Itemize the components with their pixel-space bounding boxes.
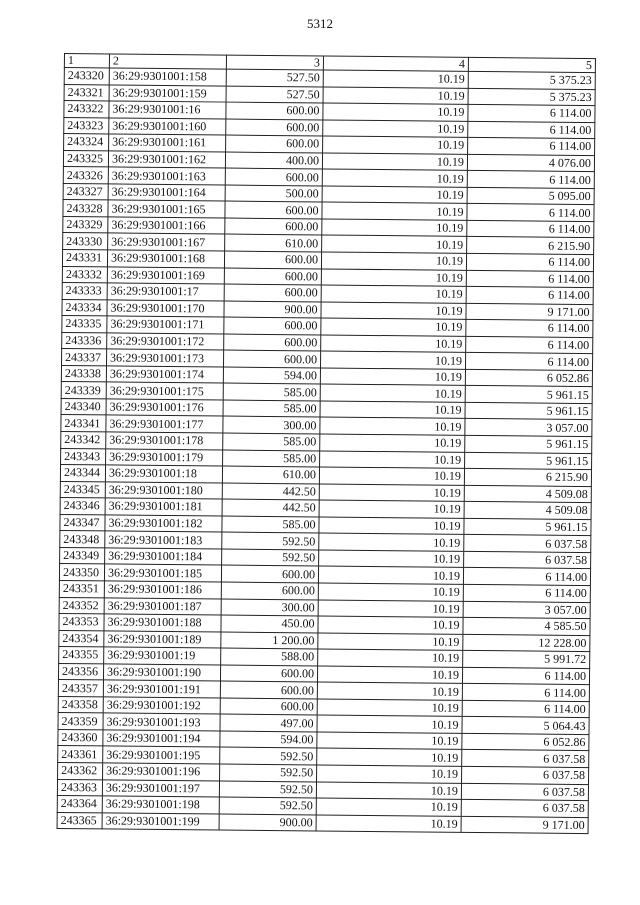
rate-cell: 10.19: [317, 732, 462, 750]
rate-cell: 10.19: [319, 500, 464, 518]
area-cell: 600.00: [224, 334, 321, 351]
cadastral-number-cell: 36:29:9301001:194: [103, 730, 220, 748]
area-cell: 585.00: [222, 516, 319, 533]
cadastral-number-cell: 36:29:9301001:158: [109, 68, 226, 86]
value-cell: 6 114.00: [466, 270, 593, 288]
cadastral-number-cell: 36:29:9301001:172: [107, 333, 224, 351]
cadastral-number-cell: 36:29:9301001:166: [108, 217, 225, 235]
value-cell: 6 037.58: [461, 799, 588, 817]
cadastral-number-cell: 36:29:9301001:179: [106, 448, 223, 466]
rate-cell: 10.19: [323, 87, 468, 105]
value-cell: 6 114.00: [462, 700, 589, 718]
row-number-cell: 243361: [58, 746, 103, 763]
row-number-cell: 243345: [60, 481, 105, 498]
cadastral-number-cell: 36:29:9301001:188: [104, 614, 221, 632]
area-cell: 585.00: [223, 383, 320, 400]
cadastral-number-cell: 36:29:9301001:183: [105, 531, 222, 549]
row-number-cell: 243324: [64, 134, 109, 151]
row-number-cell: 243327: [63, 183, 108, 200]
area-cell: 594.00: [223, 367, 320, 384]
row-number-cell: 243323: [64, 117, 109, 134]
value-cell: 6 114.00: [463, 568, 590, 586]
column-header-1: 1: [64, 54, 109, 68]
page-number: 5312: [307, 16, 333, 31]
cadastral-number-cell: 36:29:9301001:163: [108, 167, 225, 185]
area-cell: 527.50: [226, 69, 323, 86]
rate-cell: 10.19: [321, 285, 466, 303]
cadastral-number-cell: 36:29:9301001:178: [106, 432, 223, 450]
value-cell: 3 057.00: [463, 601, 590, 619]
row-number-cell: 243350: [59, 564, 104, 581]
rate-cell: 10.19: [319, 484, 464, 502]
rate-cell: 10.19: [317, 682, 462, 700]
value-cell: 12 228.00: [463, 634, 590, 652]
value-cell: 5 961.15: [464, 518, 591, 536]
value-cell: 5 375.23: [468, 71, 595, 89]
cadastral-number-cell: 36:29:9301001:160: [109, 118, 226, 136]
row-number-cell: 243330: [63, 233, 108, 250]
rate-cell: 10.19: [317, 699, 462, 717]
value-cell: 6 114.00: [463, 584, 590, 602]
value-cell: 6 114.00: [468, 138, 595, 156]
rate-cell: 10.19: [323, 120, 468, 138]
column-header-5: 5: [468, 57, 595, 72]
rate-cell: 10.19: [318, 583, 463, 601]
row-number-cell: 243320: [64, 68, 109, 85]
rate-cell: 10.19: [323, 103, 468, 121]
rate-cell: 10.19: [322, 186, 467, 204]
rate-cell: 10.19: [322, 235, 467, 253]
rate-cell: 10.19: [319, 550, 464, 568]
value-cell: 6 114.00: [466, 286, 593, 304]
cadastral-number-cell: 36:29:9301001:190: [103, 664, 220, 682]
value-cell: 5 961.15: [465, 402, 592, 420]
area-cell: 600.00: [224, 251, 321, 268]
rate-cell: 10.19: [317, 765, 462, 783]
value-cell: 6 037.58: [462, 750, 589, 768]
row-number-cell: 243354: [59, 630, 104, 647]
value-cell: 5 375.23: [468, 88, 595, 106]
area-cell: 592.50: [219, 797, 316, 814]
area-cell: 900.00: [219, 814, 316, 831]
cadastral-number-cell: 36:29:9301001:199: [102, 813, 219, 831]
cadastral-number-cell: 36:29:9301001:198: [102, 796, 219, 814]
row-number-cell: 243341: [61, 415, 106, 432]
cadastral-number-cell: 36:29:9301001:174: [106, 366, 223, 384]
cadastral-number-cell: 36:29:9301001:196: [103, 763, 220, 781]
area-cell: 600.00: [220, 681, 317, 698]
area-cell: 600.00: [220, 665, 317, 682]
cadastral-number-cell: 36:29:9301001:176: [106, 399, 223, 417]
row-number-cell: 243358: [58, 696, 103, 713]
value-cell: 5 961.15: [465, 386, 592, 404]
value-cell: 6 215.90: [467, 237, 594, 255]
rate-cell: 10.19: [322, 202, 467, 220]
area-cell: 300.00: [223, 417, 320, 434]
rate-cell: 10.19: [320, 351, 465, 369]
rate-cell: 10.19: [317, 748, 462, 766]
value-cell: 6 114.00: [466, 253, 593, 271]
row-number-cell: 243342: [61, 432, 106, 449]
cadastral-number-cell: 36:29:9301001:19: [104, 647, 221, 665]
value-cell: 5 991.72: [463, 650, 590, 668]
cadastral-number-cell: 36:29:9301001:161: [109, 134, 226, 152]
rate-cell: 10.19: [318, 633, 463, 651]
row-number-cell: 243333: [62, 283, 107, 300]
area-cell: 610.00: [225, 235, 322, 252]
row-number-cell: 243360: [58, 729, 103, 746]
value-cell: 3 057.00: [465, 419, 592, 437]
rate-cell: 10.19: [320, 384, 465, 402]
value-cell: 5 095.00: [467, 187, 594, 205]
area-cell: 450.00: [221, 615, 318, 632]
area-cell: 600.00: [221, 565, 318, 582]
cadastral-number-cell: 36:29:9301001:191: [103, 680, 220, 698]
value-cell: 6 114.00: [467, 204, 594, 222]
row-number-cell: 243359: [58, 713, 103, 730]
area-cell: 900.00: [224, 301, 321, 318]
cadastral-number-cell: 36:29:9301001:181: [105, 498, 222, 516]
area-cell: 497.00: [220, 714, 317, 731]
value-cell: 6 114.00: [468, 104, 595, 122]
row-number-cell: 243362: [58, 762, 103, 779]
area-cell: 400.00: [225, 152, 322, 169]
area-cell: 592.50: [222, 532, 319, 549]
cadastral-number-cell: 36:29:9301001:165: [108, 200, 225, 218]
area-cell: 585.00: [223, 433, 320, 450]
value-cell: 6 052.86: [465, 369, 592, 387]
value-cell: 6 114.00: [466, 336, 593, 354]
row-number-cell: 243356: [58, 663, 103, 680]
rate-cell: 10.19: [321, 252, 466, 270]
row-number-cell: 243321: [64, 84, 109, 101]
row-number-cell: 243338: [61, 365, 106, 382]
area-cell: 588.00: [221, 648, 318, 665]
cadastral-number-cell: 36:29:9301001:184: [105, 548, 222, 566]
rate-cell: 10.19: [322, 219, 467, 237]
rate-cell: 10.19: [320, 401, 465, 419]
cadastral-number-cell: 36:29:9301001:173: [106, 349, 223, 367]
value-cell: 6 114.00: [462, 684, 589, 702]
table-body: [57, 68, 595, 834]
area-cell: 1 200.00: [221, 632, 318, 649]
area-cell: 600.00: [224, 268, 321, 285]
cadastral-number-cell: 36:29:9301001:180: [105, 482, 222, 500]
rate-cell: 10.19: [318, 649, 463, 667]
cadastral-number-cell: 36:29:9301001:192: [103, 697, 220, 715]
cadastral-number-cell: 36:29:9301001:169: [107, 266, 224, 284]
area-cell: 600.00: [225, 201, 322, 218]
cadastral-number-cell: 36:29:9301001:175: [106, 382, 223, 400]
rate-cell: 10.19: [318, 566, 463, 584]
row-number-cell: 243348: [60, 531, 105, 548]
row-number-cell: 243347: [60, 514, 105, 531]
rate-cell: 10.19: [317, 715, 462, 733]
value-cell: 6 037.58: [464, 535, 591, 553]
area-cell: 600.00: [226, 119, 323, 136]
area-cell: 600.00: [225, 168, 322, 185]
area-cell: 592.50: [220, 747, 317, 764]
area-cell: 600.00: [225, 218, 322, 235]
row-number-cell: 243352: [59, 597, 104, 614]
cadastral-number-cell: 36:29:9301001:197: [102, 779, 219, 797]
row-number-cell: 243355: [59, 647, 104, 664]
cadastral-number-cell: 36:29:9301001:17: [107, 283, 224, 301]
value-cell: 5 961.15: [465, 435, 592, 453]
land-value-table: [57, 53, 596, 834]
value-cell: 6 114.00: [462, 667, 589, 685]
area-cell: 600.00: [221, 582, 318, 599]
area-cell: 600.00: [224, 317, 321, 334]
row-number-cell: 243364: [57, 796, 102, 813]
column-header-3: 3: [226, 55, 323, 70]
value-cell: 4 509.08: [464, 485, 591, 503]
area-cell: 585.00: [223, 400, 320, 417]
area-cell: 442.50: [222, 499, 319, 516]
rate-cell: 10.19: [322, 169, 467, 187]
area-cell: 600.00: [226, 102, 323, 119]
rate-cell: 10.19: [320, 368, 465, 386]
area-cell: 610.00: [222, 466, 319, 483]
cadastral-number-cell: 36:29:9301001:162: [108, 151, 225, 169]
row-number-cell: 243336: [62, 332, 107, 349]
row-number-cell: 243353: [59, 614, 104, 631]
row-number-cell: 243344: [60, 465, 105, 482]
value-cell: 6 114.00: [467, 220, 594, 238]
row-number-cell: 243326: [63, 167, 108, 184]
value-cell: 6 052.86: [462, 733, 589, 751]
area-cell: 442.50: [222, 483, 319, 500]
rate-cell: 10.19: [319, 467, 464, 485]
value-cell: 6 114.00: [467, 171, 594, 189]
rate-cell: 10.19: [316, 798, 461, 816]
rate-cell: 10.19: [316, 815, 461, 833]
cadastral-number-cell: 36:29:9301001:182: [105, 515, 222, 533]
cadastral-number-cell: 36:29:9301001:18: [105, 465, 222, 483]
value-cell: 9 171.00: [466, 303, 593, 321]
rate-cell: 10.19: [321, 302, 466, 320]
row-number-cell: 243331: [62, 250, 107, 267]
rate-cell: 10.19: [321, 318, 466, 336]
row-number-cell: 243363: [57, 779, 102, 796]
area-cell: 594.00: [220, 731, 317, 748]
value-cell: 6 114.00: [465, 353, 592, 371]
row-number-cell: 243349: [60, 547, 105, 564]
value-cell: 6 114.00: [466, 320, 593, 338]
row-number-cell: 243346: [60, 498, 105, 515]
cadastral-number-cell: 36:29:9301001:187: [104, 597, 221, 615]
row-number-cell: 243339: [61, 382, 106, 399]
cadastral-number-cell: 36:29:9301001:195: [103, 746, 220, 764]
area-cell: 600.00: [226, 135, 323, 152]
cadastral-number-cell: 36:29:9301001:177: [106, 415, 223, 433]
value-cell: 4 585.50: [463, 617, 590, 635]
row-number-cell: 243329: [63, 216, 108, 233]
cadastral-number-cell: 36:29:9301001:171: [107, 316, 224, 334]
row-number-cell: 243365: [57, 812, 102, 829]
area-cell: 600.00: [223, 350, 320, 367]
row-number-cell: 243357: [58, 680, 103, 697]
value-cell: 6 037.58: [462, 766, 589, 784]
cadastral-number-cell: 36:29:9301001:170: [107, 300, 224, 318]
row-number-cell: 243332: [62, 266, 107, 283]
row-number-cell: 243340: [61, 398, 106, 415]
value-cell: 6 215.90: [464, 468, 591, 486]
cadastral-number-cell: 36:29:9301001:186: [104, 581, 221, 599]
value-cell: 5 961.15: [465, 452, 592, 470]
row-number-cell: 243337: [62, 349, 107, 366]
row-number-cell: 243335: [62, 316, 107, 333]
column-header-4: 4: [323, 56, 468, 71]
rate-cell: 10.19: [321, 335, 466, 353]
area-cell: 300.00: [221, 599, 318, 616]
rate-cell: 10.19: [318, 599, 463, 617]
cadastral-number-cell: 36:29:9301001:189: [104, 631, 221, 649]
rate-cell: 10.19: [322, 153, 467, 171]
value-cell: 9 171.00: [461, 816, 588, 834]
rate-cell: 10.19: [320, 417, 465, 435]
rate-cell: 10.19: [319, 517, 464, 535]
value-cell: 6 037.58: [461, 783, 588, 801]
cadastral-number-cell: 36:29:9301001:159: [109, 84, 226, 102]
cadastral-number-cell: 36:29:9301001:168: [107, 250, 224, 268]
rate-cell: 10.19: [320, 434, 465, 452]
value-cell: 5 064.43: [462, 717, 589, 735]
area-cell: 527.50: [226, 86, 323, 103]
rate-cell: 10.19: [323, 70, 468, 88]
cadastral-number-cell: 36:29:9301001:193: [103, 713, 220, 731]
area-cell: 592.50: [222, 549, 319, 566]
value-cell: 4 509.08: [464, 502, 591, 520]
column-header-2: 2: [109, 54, 226, 69]
cadastral-number-cell: 36:29:9301001:16: [109, 101, 226, 119]
row-number-cell: 243328: [63, 200, 108, 217]
row-number-cell: 243334: [62, 299, 107, 316]
area-cell: 500.00: [225, 185, 322, 202]
row-number-cell: 243322: [64, 101, 109, 118]
area-cell: 600.00: [220, 698, 317, 715]
row-number-cell: 243351: [59, 580, 104, 597]
area-cell: 592.50: [220, 764, 317, 781]
rate-cell: 10.19: [323, 136, 468, 154]
rate-cell: 10.19: [316, 781, 461, 799]
rate-cell: 10.19: [317, 666, 462, 684]
value-cell: 4 076.00: [467, 154, 594, 172]
cadastral-number-cell: 36:29:9301001:164: [108, 184, 225, 202]
row-number-cell: 243325: [63, 150, 108, 167]
value-cell: 6 114.00: [468, 121, 595, 139]
area-cell: 592.50: [219, 781, 316, 798]
rate-cell: 10.19: [320, 451, 465, 469]
rate-cell: 10.19: [318, 616, 463, 634]
area-cell: 585.00: [223, 450, 320, 467]
cadastral-number-cell: 36:29:9301001:167: [108, 233, 225, 251]
row-number-cell: 243343: [61, 448, 106, 465]
value-cell: 6 037.58: [464, 551, 591, 569]
area-cell: 600.00: [224, 284, 321, 301]
rate-cell: 10.19: [321, 269, 466, 287]
cadastral-number-cell: 36:29:9301001:185: [104, 564, 221, 582]
rate-cell: 10.19: [319, 533, 464, 551]
